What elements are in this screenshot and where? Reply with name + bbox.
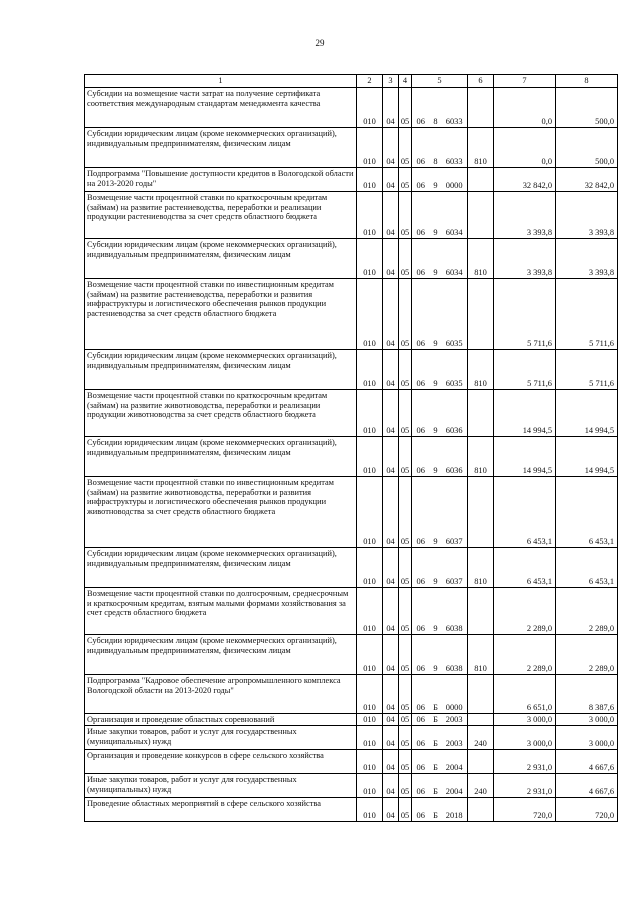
row-name: Возмещение части процентной ставки по инвестиционным кредитам (займам) на развитие растениеводства, переработки и развития инфраструктуры и логистического обеспечения рынков продукции растениеводства за счет средств областного бюджета <box>85 279 357 350</box>
target-article <box>412 192 468 239</box>
code-ministry: 010 <box>357 88 383 128</box>
expense-type <box>468 192 494 239</box>
code-section: 04 <box>383 548 399 588</box>
target-direction: 6034 <box>445 228 463 238</box>
amount-year-1: 6 453,1 <box>494 477 556 548</box>
code-ministry: 010 <box>357 279 383 350</box>
target-program: 06 <box>416 379 425 389</box>
amount-year-1: 3 393,8 <box>494 192 556 239</box>
expense-type: 240 <box>468 774 494 798</box>
target-program: 06 <box>416 117 425 127</box>
code-section: 04 <box>383 750 399 774</box>
table-row <box>85 239 618 279</box>
row-name: Субсидии юридическим лицам (кроме некоммерческих организаций), индивидуальным предпринимателям, физическим лицам <box>85 437 357 477</box>
target-subprogram: Б <box>433 763 438 773</box>
code-subsection: 05 <box>399 192 412 239</box>
row-name: Иные закупки товаров, работ и услуг для государственных (муниципальных) нужд <box>85 774 357 798</box>
amount-year-1: 3 000,0 <box>494 714 556 726</box>
table-row <box>85 675 618 714</box>
table-row <box>85 714 618 726</box>
target-program: 06 <box>416 787 425 797</box>
amount-year-1: 2 931,0 <box>494 774 556 798</box>
target-direction: 6038 <box>445 624 463 634</box>
code-ministry: 010 <box>357 437 383 477</box>
amount-year-2: 5 711,6 <box>556 350 618 390</box>
target-direction: 0000 <box>445 703 463 713</box>
expense-type: 810 <box>468 239 494 279</box>
expense-type <box>468 88 494 128</box>
amount-year-1: 3 393,8 <box>494 239 556 279</box>
code-subsection: 05 <box>399 774 412 798</box>
target-subprogram: Б <box>433 811 438 821</box>
target-program: 06 <box>416 703 425 713</box>
expense-type <box>468 279 494 350</box>
target-subprogram: Б <box>433 787 438 797</box>
expense-type: 810 <box>468 548 494 588</box>
target-direction: 2018 <box>445 811 463 821</box>
target-program: 06 <box>416 664 425 674</box>
table-row <box>85 726 618 750</box>
target-program: 06 <box>416 339 425 349</box>
target-subprogram: 9 <box>433 466 438 476</box>
code-section: 04 <box>383 279 399 350</box>
header-cell: 6 <box>468 75 494 88</box>
amount-year-1: 720,0 <box>494 798 556 822</box>
code-ministry: 010 <box>357 714 383 726</box>
expense-type <box>468 390 494 437</box>
target-direction: 2004 <box>445 787 463 797</box>
target-article <box>412 750 468 774</box>
code-subsection: 05 <box>399 548 412 588</box>
table-row <box>85 750 618 774</box>
row-name: Возмещение части процентной ставки по краткосрочным кредитам (займам) на развитие растениеводства, переработки и реализации продукции растениеводства за счет средств областного бюджета <box>85 192 357 239</box>
table-row <box>85 279 618 350</box>
expense-type: 810 <box>468 635 494 675</box>
code-ministry: 010 <box>357 548 383 588</box>
code-ministry: 010 <box>357 239 383 279</box>
target-subprogram: Б <box>433 739 438 749</box>
target-program: 06 <box>416 763 425 773</box>
target-program: 06 <box>416 739 425 749</box>
header-cell: 1 <box>85 75 357 88</box>
target-article <box>412 239 468 279</box>
amount-year-1: 5 711,6 <box>494 350 556 390</box>
code-ministry: 010 <box>357 128 383 168</box>
target-subprogram: 9 <box>433 181 438 191</box>
target-direction: 6037 <box>445 537 463 547</box>
row-name: Возмещение части процентной ставки по инвестиционным кредитам (займам) на развитие животноводства, переработки и развития инфраструктуры и логистического обеспечения рынков продукции животноводства за счет средств областного бюджета <box>85 477 357 548</box>
amount-year-2: 2 289,0 <box>556 635 618 675</box>
expense-type: 810 <box>468 128 494 168</box>
budget-table <box>84 74 618 822</box>
row-name: Возмещение части процентной ставки по краткосрочным кредитам (займам) на развитие животноводства, переработки и реализации продукции животноводства за счет средств областного бюджета <box>85 390 357 437</box>
amount-year-1: 14 994,5 <box>494 437 556 477</box>
table-row <box>85 774 618 798</box>
amount-year-1: 5 711,6 <box>494 279 556 350</box>
code-section: 04 <box>383 635 399 675</box>
expense-type <box>468 798 494 822</box>
target-program: 06 <box>416 537 425 547</box>
header-cell: 7 <box>494 75 556 88</box>
target-article <box>412 675 468 714</box>
code-section: 04 <box>383 714 399 726</box>
page-number: 29 <box>315 38 325 48</box>
code-subsection: 05 <box>399 675 412 714</box>
target-direction: 6033 <box>445 157 463 167</box>
row-name: Организация и проведение областных соревнований <box>85 714 357 726</box>
row-name: Субсидии юридическим лицам (кроме некоммерческих организаций), индивидуальным предпринимателям, физическим лицам <box>85 635 357 675</box>
code-subsection: 05 <box>399 750 412 774</box>
target-subprogram: 9 <box>433 379 438 389</box>
amount-year-1: 3 000,0 <box>494 726 556 750</box>
code-subsection: 05 <box>399 128 412 168</box>
row-name: Проведение областных мероприятий в сфере сельского хозяйства <box>85 798 357 822</box>
target-article <box>412 477 468 548</box>
target-subprogram: Б <box>433 715 438 725</box>
target-article <box>412 437 468 477</box>
target-article <box>412 548 468 588</box>
target-subprogram: 9 <box>433 426 438 436</box>
target-subprogram: 9 <box>433 624 438 634</box>
table-row <box>85 192 618 239</box>
code-ministry: 010 <box>357 350 383 390</box>
expense-type <box>468 168 494 192</box>
amount-year-1: 2 289,0 <box>494 588 556 635</box>
target-article <box>412 588 468 635</box>
target-subprogram: 8 <box>433 157 438 167</box>
target-program: 06 <box>416 577 425 587</box>
target-direction: 6036 <box>445 466 463 476</box>
expense-type <box>468 675 494 714</box>
target-direction: 2003 <box>445 739 463 749</box>
row-name: Иные закупки товаров, работ и услуг для государственных (муниципальных) нужд <box>85 726 357 750</box>
code-section: 04 <box>383 437 399 477</box>
amount-year-2: 2 289,0 <box>556 588 618 635</box>
target-program: 06 <box>416 426 425 436</box>
expense-type <box>468 714 494 726</box>
header-cell: 2 <box>357 75 383 88</box>
row-name: Субсидии юридическим лицам (кроме некоммерческих организаций), индивидуальным предпринимателям, физическим лицам <box>85 548 357 588</box>
amount-year-2: 3 000,0 <box>556 726 618 750</box>
target-direction: 6035 <box>445 339 463 349</box>
code-subsection: 05 <box>399 168 412 192</box>
target-subprogram: 9 <box>433 664 438 674</box>
amount-year-2: 32 842,0 <box>556 168 618 192</box>
code-ministry: 010 <box>357 726 383 750</box>
code-section: 04 <box>383 588 399 635</box>
code-section: 04 <box>383 477 399 548</box>
amount-year-1: 2 289,0 <box>494 635 556 675</box>
header-cell: 4 <box>399 75 412 88</box>
expense-type <box>468 477 494 548</box>
target-article <box>412 88 468 128</box>
code-subsection: 05 <box>399 726 412 750</box>
target-article <box>412 168 468 192</box>
target-article <box>412 726 468 750</box>
target-program: 06 <box>416 157 425 167</box>
table-row <box>85 798 618 822</box>
amount-year-2: 6 453,1 <box>556 548 618 588</box>
amount-year-2: 720,0 <box>556 798 618 822</box>
row-name: Подпрограмма "Кадровое обеспечение агропромышленного комплекса Вологодской области на 2013-2020 годы" <box>85 675 357 714</box>
code-subsection: 05 <box>399 798 412 822</box>
code-subsection: 05 <box>399 390 412 437</box>
code-section: 04 <box>383 675 399 714</box>
table-row <box>85 437 618 477</box>
target-direction: 6036 <box>445 426 463 436</box>
target-direction: 6033 <box>445 117 463 127</box>
target-direction: 2003 <box>445 715 463 725</box>
target-subprogram: Б <box>433 703 438 713</box>
header-cell: 3 <box>383 75 399 88</box>
code-subsection: 05 <box>399 437 412 477</box>
expense-type <box>468 588 494 635</box>
code-section: 04 <box>383 239 399 279</box>
code-ministry: 010 <box>357 192 383 239</box>
target-direction: 2004 <box>445 763 463 773</box>
expense-type: 240 <box>468 726 494 750</box>
target-program: 06 <box>416 715 425 725</box>
target-article <box>412 279 468 350</box>
code-section: 04 <box>383 192 399 239</box>
code-subsection: 05 <box>399 588 412 635</box>
table-row <box>85 588 618 635</box>
header-row <box>85 75 618 88</box>
code-ministry: 010 <box>357 635 383 675</box>
target-article <box>412 774 468 798</box>
code-section: 04 <box>383 390 399 437</box>
table-row <box>85 350 618 390</box>
amount-year-2: 500,0 <box>556 128 618 168</box>
amount-year-2: 500,0 <box>556 88 618 128</box>
code-ministry: 010 <box>357 588 383 635</box>
target-program: 06 <box>416 624 425 634</box>
row-name: Субсидии юридическим лицам (кроме некоммерческих организаций), индивидуальным предпринимателям, физическим лицам <box>85 128 357 168</box>
amount-year-2: 4 667,6 <box>556 750 618 774</box>
target-subprogram: 9 <box>433 268 438 278</box>
code-ministry: 010 <box>357 477 383 548</box>
header-cell: 5 <box>412 75 468 88</box>
table-body <box>85 88 618 822</box>
code-subsection: 05 <box>399 239 412 279</box>
table-row <box>85 477 618 548</box>
target-subprogram: 8 <box>433 117 438 127</box>
target-article <box>412 798 468 822</box>
row-name: Организация и проведение конкурсов в сфере сельского хозяйства <box>85 750 357 774</box>
table-row <box>85 88 618 128</box>
target-article <box>412 635 468 675</box>
code-subsection: 05 <box>399 350 412 390</box>
code-subsection: 05 <box>399 714 412 726</box>
code-ministry: 010 <box>357 750 383 774</box>
code-subsection: 05 <box>399 88 412 128</box>
amount-year-2: 3 393,8 <box>556 239 618 279</box>
amount-year-2: 6 453,1 <box>556 477 618 548</box>
target-subprogram: 9 <box>433 339 438 349</box>
amount-year-2: 3 000,0 <box>556 714 618 726</box>
row-name: Субсидии на возмещение части затрат на получение сертификата соответствия международным стандартам менеджмента качества <box>85 88 357 128</box>
code-ministry: 010 <box>357 774 383 798</box>
table-row <box>85 168 618 192</box>
target-program: 06 <box>416 228 425 238</box>
code-ministry: 010 <box>357 675 383 714</box>
code-section: 04 <box>383 798 399 822</box>
target-program: 06 <box>416 181 425 191</box>
amount-year-2: 4 667,6 <box>556 774 618 798</box>
amount-year-2: 3 393,8 <box>556 192 618 239</box>
row-name: Субсидии юридическим лицам (кроме некоммерческих организаций), индивидуальным предпринимателям, физическим лицам <box>85 239 357 279</box>
amount-year-1: 0,0 <box>494 128 556 168</box>
amount-year-2: 14 994,5 <box>556 390 618 437</box>
amount-year-2: 8 387,6 <box>556 675 618 714</box>
target-program: 06 <box>416 268 425 278</box>
amount-year-1: 2 931,0 <box>494 750 556 774</box>
target-subprogram: 9 <box>433 228 438 238</box>
target-direction: 6035 <box>445 379 463 389</box>
target-direction: 6037 <box>445 577 463 587</box>
table-row <box>85 548 618 588</box>
amount-year-1: 14 994,5 <box>494 390 556 437</box>
amount-year-1: 0,0 <box>494 88 556 128</box>
table-row <box>85 635 618 675</box>
code-ministry: 010 <box>357 798 383 822</box>
code-ministry: 010 <box>357 390 383 437</box>
target-article <box>412 350 468 390</box>
target-direction: 6034 <box>445 268 463 278</box>
target-article <box>412 714 468 726</box>
target-subprogram: 9 <box>433 577 438 587</box>
target-article <box>412 128 468 168</box>
row-name: Субсидии юридическим лицам (кроме некоммерческих организаций), индивидуальным предпринимателям, физическим лицам <box>85 350 357 390</box>
target-direction: 6038 <box>445 664 463 674</box>
target-direction: 0000 <box>445 181 463 191</box>
table-row <box>85 390 618 437</box>
code-subsection: 05 <box>399 635 412 675</box>
target-program: 06 <box>416 466 425 476</box>
amount-year-1: 6 651,0 <box>494 675 556 714</box>
row-name: Возмещение части процентной ставки по долгосрочным, среднесрочным и краткосрочным кредитам, взятым малыми формами хозяйствования за счет средств областного бюджета <box>85 588 357 635</box>
code-ministry: 010 <box>357 168 383 192</box>
expense-type: 810 <box>468 437 494 477</box>
code-subsection: 05 <box>399 477 412 548</box>
code-section: 04 <box>383 128 399 168</box>
amount-year-2: 14 994,5 <box>556 437 618 477</box>
code-section: 04 <box>383 774 399 798</box>
target-program: 06 <box>416 811 425 821</box>
amount-year-2: 5 711,6 <box>556 279 618 350</box>
code-section: 04 <box>383 726 399 750</box>
code-section: 04 <box>383 88 399 128</box>
table-row <box>85 128 618 168</box>
expense-type <box>468 750 494 774</box>
code-section: 04 <box>383 350 399 390</box>
header-cell: 8 <box>556 75 618 88</box>
target-article <box>412 390 468 437</box>
code-subsection: 05 <box>399 279 412 350</box>
expense-type: 810 <box>468 350 494 390</box>
row-name: Подпрограмма "Повышение доступности кредитов в Вологодской области на 2013-2020 годы" <box>85 168 357 192</box>
target-subprogram: 9 <box>433 537 438 547</box>
amount-year-1: 6 453,1 <box>494 548 556 588</box>
amount-year-1: 32 842,0 <box>494 168 556 192</box>
code-section: 04 <box>383 168 399 192</box>
